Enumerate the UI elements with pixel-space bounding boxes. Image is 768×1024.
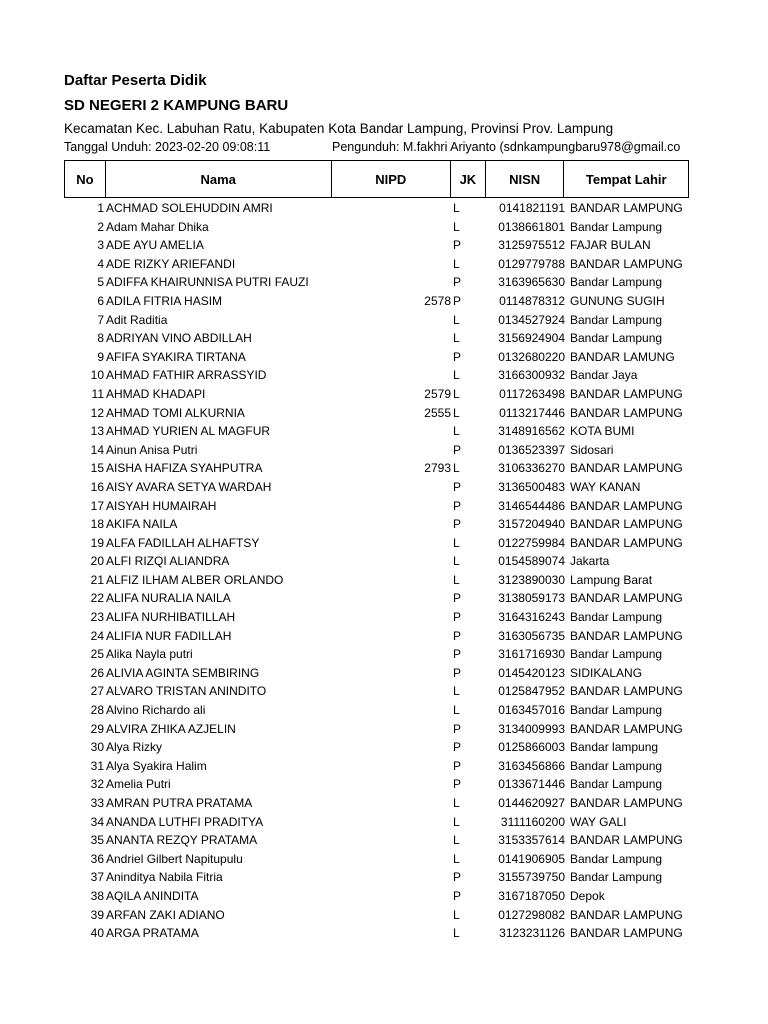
birthplace: BANDAR LAMPUNG — [570, 535, 683, 550]
birthplace: Bandar lampung — [570, 740, 659, 755]
birthplace: Bandar Lampung — [570, 851, 663, 866]
row-number: 28 — [90, 703, 104, 718]
student-name: Aninditya Nabila Fitria — [106, 870, 223, 885]
student-name: AQILA ANINDITA — [106, 888, 199, 903]
birthplace: Bandar Lampung — [570, 758, 663, 773]
nipd — [332, 608, 451, 627]
row-number: 27 — [90, 684, 104, 699]
birthplace: Bandar Lampung — [570, 331, 663, 346]
gender: P — [453, 479, 462, 494]
student-name: ADILA FITRIA HASIM — [106, 293, 223, 308]
nipd — [332, 627, 451, 646]
nisn: 3138059173 — [498, 591, 565, 606]
nipd — [332, 255, 451, 274]
download-date: Tanggal Unduh: 2023-02-20 09:08:11 — [64, 140, 271, 154]
student-name: ANANDA LUTHFI PRADITYA — [106, 814, 264, 829]
nisn: 3146544486 — [498, 498, 565, 513]
nisn: 0144620927 — [498, 796, 565, 810]
birthplace: Sidosari — [570, 442, 614, 457]
gender: P — [453, 888, 462, 903]
row-number: 14 — [90, 442, 104, 457]
row-number: 21 — [90, 572, 104, 587]
row-number: 32 — [90, 777, 104, 792]
nisn: 0113217446 — [499, 405, 565, 420]
nipd — [332, 831, 451, 850]
birthplace: GUNUNG SUGIH — [570, 293, 665, 308]
row-number: 13 — [90, 424, 104, 439]
birthplace: BANDAR LAMPUNG — [570, 256, 683, 271]
gender: P — [453, 442, 462, 457]
gender: P — [453, 238, 462, 253]
gender: L — [453, 907, 460, 922]
row-number: 22 — [90, 591, 104, 606]
student-name: Andriel Gilbert Napitupulu — [106, 851, 243, 866]
birthplace: Jakarta — [570, 554, 610, 569]
gender: L — [453, 256, 460, 271]
student-name: ALFIZ ILHAM ALBER ORLANDO — [106, 572, 284, 587]
table-row — [64, 757, 694, 776]
row-number: 11 — [91, 386, 104, 401]
gender: L — [453, 833, 460, 848]
student-name: Alya Rizky — [106, 740, 163, 755]
nisn: 0138661801 — [498, 219, 565, 234]
nisn: 0163457016 — [498, 703, 565, 718]
row-number: 38 — [90, 888, 104, 903]
column-header-jk: JK — [450, 161, 485, 198]
birthplace: Bandar Lampung — [570, 703, 663, 718]
nisn: 3166300932 — [498, 368, 565, 383]
nipd — [332, 887, 451, 906]
student-name: ALVIRA ZHIKA AZJELIN — [106, 721, 236, 736]
student-name: ADE AYU AMELIA — [106, 238, 204, 253]
table-row — [64, 255, 694, 274]
table-row — [64, 831, 694, 850]
nipd — [332, 850, 451, 869]
birthplace: Bandar Lampung — [570, 219, 663, 234]
downloader: Pengunduh: M.fakhri Ariyanto (sdnkampungbaru978@gmail.co — [332, 140, 681, 154]
gender: L — [453, 461, 460, 476]
birthplace: BANDAR LAMPUNG — [570, 201, 683, 215]
birthplace: BANDAR LAMPUNG — [570, 628, 683, 643]
birthplace: Lampung Barat — [570, 572, 653, 587]
gender: P — [453, 498, 462, 513]
nipd — [332, 738, 451, 757]
nipd: 2579 — [424, 386, 451, 401]
gender: L — [453, 926, 460, 941]
column-header-tempat-lahir: Tempat Lahir — [564, 161, 689, 198]
birthplace: BANDAR LAMPUNG — [570, 405, 683, 420]
student-name: ADRIYAN VINO ABDILLAH — [106, 331, 252, 346]
column-header-nama: Nama — [105, 161, 331, 198]
column-header-nipd: NIPD — [331, 161, 450, 198]
nipd — [332, 589, 451, 608]
birthplace: BANDAR LAMPUNG — [570, 721, 683, 736]
table-row — [64, 701, 694, 720]
column-header-nisn: NISN — [485, 161, 564, 198]
table-row — [64, 404, 694, 423]
table-row — [64, 813, 694, 832]
birthplace: Depok — [570, 888, 605, 903]
nisn: 3155739750 — [498, 870, 565, 885]
table-row — [64, 497, 694, 516]
gender: L — [453, 312, 460, 327]
row-number: 3 — [97, 238, 104, 253]
nisn: 0127298082 — [498, 907, 565, 922]
nipd — [332, 645, 451, 664]
birthplace: Bandar Lampung — [570, 647, 663, 662]
row-number: 20 — [90, 554, 104, 569]
gender: L — [453, 331, 460, 346]
nisn: 0141906905 — [498, 851, 565, 866]
column-header-no: No — [65, 161, 106, 198]
table-row — [64, 850, 694, 869]
nipd — [332, 348, 451, 367]
document-title: Daftar Peserta Didik — [64, 72, 207, 89]
gender: L — [453, 535, 460, 550]
student-name: ARGA PRATAMA — [106, 926, 199, 941]
student-name: ALFI RIZQI ALIANDRA — [106, 554, 230, 569]
birthplace: Bandar Lampung — [570, 610, 663, 625]
nipd: 2793 — [424, 461, 451, 476]
nisn: 0134527924 — [498, 312, 565, 327]
nisn: 3106336270 — [498, 461, 565, 476]
birthplace: Bandar Jaya — [570, 368, 638, 383]
student-name: AMRAN PUTRA PRATAMA — [106, 796, 253, 810]
student-name: AFIFA SYAKIRA TIRTANA — [106, 349, 246, 364]
student-name: ADIFFA KHAIRUNNISA PUTRI FAUZI — [106, 275, 309, 290]
row-number: 15 — [90, 461, 104, 476]
nipd: 2578 — [424, 293, 451, 308]
nisn: 3163965630 — [498, 275, 565, 290]
table-row — [64, 664, 694, 683]
gender: P — [453, 758, 462, 773]
birthplace: SIDIKALANG — [570, 665, 643, 680]
nipd — [332, 906, 451, 925]
nisn: 0145420123 — [498, 665, 565, 680]
gender: L — [453, 796, 460, 810]
table-row — [64, 199, 694, 218]
student-name: Adam Mahar Dhika — [106, 219, 209, 234]
nipd — [332, 441, 451, 460]
gender: P — [453, 628, 462, 643]
gender: P — [453, 591, 462, 606]
student-name: AHMAD TOMI ALKURNIA — [106, 405, 245, 420]
gender: L — [453, 851, 460, 866]
student-name: ALIFA NURHIBATILLAH — [106, 610, 236, 625]
row-number: 17 — [90, 498, 104, 513]
table-row — [64, 385, 694, 404]
table-row — [64, 515, 694, 534]
gender: L — [453, 368, 460, 383]
birthplace: BANDAR LAMPUNG — [570, 591, 683, 606]
nisn: 3156924904 — [498, 331, 565, 346]
nisn: 0125866003 — [498, 740, 565, 755]
table-row — [64, 534, 694, 553]
gender: P — [453, 665, 462, 680]
nipd: 2555 — [424, 405, 451, 420]
row-number: 34 — [90, 814, 104, 829]
table-header — [64, 160, 689, 198]
table-row — [64, 906, 694, 925]
nisn: 0133671446 — [498, 777, 565, 792]
gender: P — [453, 610, 462, 625]
nipd — [332, 868, 451, 887]
student-name: Alvino Richardo ali — [106, 703, 206, 718]
nisn: 0114878312 — [499, 293, 565, 308]
student-name: Alika Nayla putri — [106, 647, 193, 662]
student-name: AKIFA NAILA — [106, 517, 178, 532]
gender: L — [453, 814, 460, 829]
nisn: 3163056735 — [498, 628, 565, 643]
row-number: 40 — [90, 926, 104, 941]
nisn: 3125975512 — [498, 238, 565, 253]
row-number: 36 — [90, 851, 104, 866]
birthplace: Bandar Lampung — [570, 777, 663, 792]
nisn: 0129779788 — [498, 256, 565, 271]
student-name: AISYAH HUMAIRAH — [106, 498, 217, 513]
nipd — [332, 199, 451, 218]
nisn: 3123231126 — [499, 926, 565, 941]
nipd — [332, 515, 451, 534]
nisn: 0125847952 — [498, 684, 565, 699]
table-row — [64, 589, 694, 608]
row-number: 19 — [90, 535, 104, 550]
row-number: 24 — [90, 628, 104, 643]
birthplace: Bandar Lampung — [570, 275, 663, 290]
table-row — [64, 366, 694, 385]
table-row — [64, 775, 694, 794]
nisn: 3123890030 — [498, 572, 565, 587]
nisn: 3134009993 — [498, 721, 565, 736]
nisn: 0122759984 — [498, 535, 565, 550]
gender: P — [453, 275, 462, 290]
gender: L — [453, 572, 460, 587]
row-number: 6 — [97, 293, 104, 308]
student-name: AHMAD FATHIR ARRASSYID — [106, 368, 267, 383]
nipd — [332, 775, 451, 794]
birthplace: BANDAR LAMPUNG — [570, 517, 683, 532]
row-number: 35 — [90, 833, 104, 848]
table-row — [64, 738, 694, 757]
nipd — [332, 218, 451, 237]
row-number: 7 — [97, 312, 104, 327]
row-number: 33 — [90, 796, 104, 810]
nipd — [332, 701, 451, 720]
row-number: 30 — [90, 740, 104, 755]
table-row — [64, 292, 694, 311]
gender: L — [453, 424, 460, 439]
nisn: 0117263498 — [499, 386, 565, 401]
birthplace: BANDAR LAMPUNG — [570, 907, 683, 922]
student-name: AISHA HAFIZA SYAHPUTRA — [106, 461, 263, 476]
table-row — [64, 868, 694, 887]
table-row — [64, 329, 694, 348]
nipd — [332, 924, 451, 943]
table-row — [64, 236, 694, 255]
nipd — [332, 366, 451, 385]
row-number: 37 — [90, 870, 104, 885]
nisn: 0154589074 — [498, 554, 565, 569]
student-name: ALIFIA NUR FADILLAH — [106, 628, 232, 643]
birthplace: Bandar Lampung — [570, 870, 663, 885]
table-row — [64, 794, 694, 813]
gender: P — [453, 647, 462, 662]
nipd — [332, 497, 451, 516]
row-number: 26 — [90, 665, 104, 680]
nipd — [332, 571, 451, 590]
table-row — [64, 627, 694, 646]
student-name: AHMAD KHADAPI — [106, 386, 206, 401]
row-number: 2 — [97, 219, 104, 234]
nipd — [332, 794, 451, 813]
table-row — [64, 571, 694, 590]
table-row — [64, 645, 694, 664]
row-number: 31 — [90, 758, 104, 773]
nipd — [332, 273, 451, 292]
gender: L — [453, 703, 460, 718]
meta-row — [64, 140, 688, 156]
gender: L — [453, 554, 460, 569]
gender: L — [453, 405, 460, 420]
table-row — [64, 422, 694, 441]
birthplace: BANDAR LAMPUNG — [570, 926, 683, 941]
row-number: 1 — [97, 201, 104, 215]
nipd — [332, 552, 451, 571]
student-name: AISY AVARA SETYA WARDAH — [106, 479, 272, 494]
row-number: 12 — [90, 405, 104, 420]
birthplace: BANDAR LAMPUNG — [570, 461, 683, 476]
birthplace: FAJAR BULAN — [570, 238, 651, 253]
birthplace: BANDAR LAMPUNG — [570, 796, 683, 810]
school-name: SD NEGERI 2 KAMPUNG BARU — [64, 97, 289, 114]
row-number: 23 — [90, 610, 104, 625]
birthplace: BANDAR LAMUNG — [570, 349, 675, 364]
table-row — [64, 552, 694, 571]
nipd — [332, 329, 451, 348]
nisn: 0132680220 — [498, 349, 565, 364]
student-table — [64, 199, 694, 943]
nisn: 0136523397 — [498, 442, 565, 457]
nisn: 3136500483 — [498, 479, 565, 494]
birthplace: BANDAR LAMPUNG — [570, 498, 683, 513]
gender: P — [453, 777, 462, 792]
gender: L — [453, 386, 460, 401]
nipd — [332, 478, 451, 497]
student-name: Alya Syakira Halim — [106, 758, 207, 773]
table-row — [64, 887, 694, 906]
nipd — [332, 682, 451, 701]
nipd — [332, 311, 451, 330]
row-number: 10 — [90, 368, 104, 383]
nisn: 3164316243 — [498, 610, 565, 625]
student-name: ARFAN ZAKI ADIANO — [106, 907, 225, 922]
student-name: ALIFA NURALIA NAILA — [106, 591, 231, 606]
row-number: 25 — [90, 647, 104, 662]
nipd — [332, 534, 451, 553]
nisn: 3157204940 — [498, 517, 565, 532]
student-name: ALFA FADILLAH ALHAFTSY — [106, 535, 260, 550]
nipd — [332, 422, 451, 441]
nisn: 3153357614 — [498, 833, 565, 848]
birthplace: WAY KANAN — [570, 479, 641, 494]
table-row — [64, 720, 694, 739]
gender: P — [453, 517, 462, 532]
table-row — [64, 924, 694, 943]
row-number: 18 — [90, 517, 104, 532]
nisn: 3148916562 — [498, 424, 565, 439]
student-name: AHMAD YURIEN AL MAGFUR — [106, 424, 271, 439]
row-number: 5 — [97, 275, 104, 290]
table-row — [64, 478, 694, 497]
gender: P — [453, 293, 462, 308]
nipd — [332, 664, 451, 683]
table-row — [64, 608, 694, 627]
birthplace: BANDAR LAMPUNG — [570, 684, 683, 699]
gender: L — [453, 684, 460, 699]
student-name: Amelia Putri — [106, 777, 171, 792]
gender: L — [453, 201, 460, 215]
birthplace: BANDAR LAMPUNG — [570, 386, 683, 401]
birthplace: WAY GALI — [570, 814, 627, 829]
table-row — [64, 273, 694, 292]
nisn: 3167187050 — [498, 888, 565, 903]
nisn: 0141821191 — [499, 201, 565, 215]
nipd — [332, 813, 451, 832]
row-number: 29 — [90, 721, 104, 736]
table-row — [64, 682, 694, 701]
table-row — [64, 311, 694, 330]
nisn: 3161716930 — [498, 647, 565, 662]
row-number: 16 — [90, 479, 104, 494]
row-number: 39 — [90, 907, 104, 922]
student-name: Adit Raditia — [106, 312, 168, 327]
nipd — [332, 720, 451, 739]
nipd — [332, 236, 451, 255]
student-name: ALVARO TRISTAN ANINDITO — [106, 684, 267, 699]
nisn: 3111160200 — [500, 814, 565, 829]
row-number: 4 — [97, 256, 104, 271]
row-number: 9 — [97, 349, 104, 364]
birthplace: BANDAR LAMPUNG — [570, 833, 683, 848]
row-number: 8 — [97, 331, 104, 346]
student-name: ACHMAD SOLEHUDDIN AMRI — [106, 201, 273, 215]
birthplace: Bandar Lampung — [570, 312, 663, 327]
table-row — [64, 218, 694, 237]
gender: P — [453, 740, 462, 755]
gender: P — [453, 349, 462, 364]
table-row — [64, 459, 694, 478]
nipd — [332, 757, 451, 776]
location-line: Kecamatan Kec. Labuhan Ratu, Kabupaten Kota Bandar Lampung, Provinsi Prov. Lampung — [64, 121, 614, 136]
student-name: ALIVIA AGINTA SEMBIRING — [106, 665, 260, 680]
nisn: 3163456866 — [498, 758, 565, 773]
student-name: ADE RIZKY ARIEFANDI — [106, 256, 236, 271]
gender: P — [453, 721, 462, 736]
student-name: ANANTA REZQY PRATAMA — [106, 833, 258, 848]
table-row — [64, 441, 694, 460]
table-row — [64, 348, 694, 367]
birthplace: KOTA BUMI — [570, 424, 635, 439]
student-name: Ainun Anisa Putri — [106, 442, 198, 457]
gender: P — [453, 870, 462, 885]
gender: L — [453, 219, 460, 234]
